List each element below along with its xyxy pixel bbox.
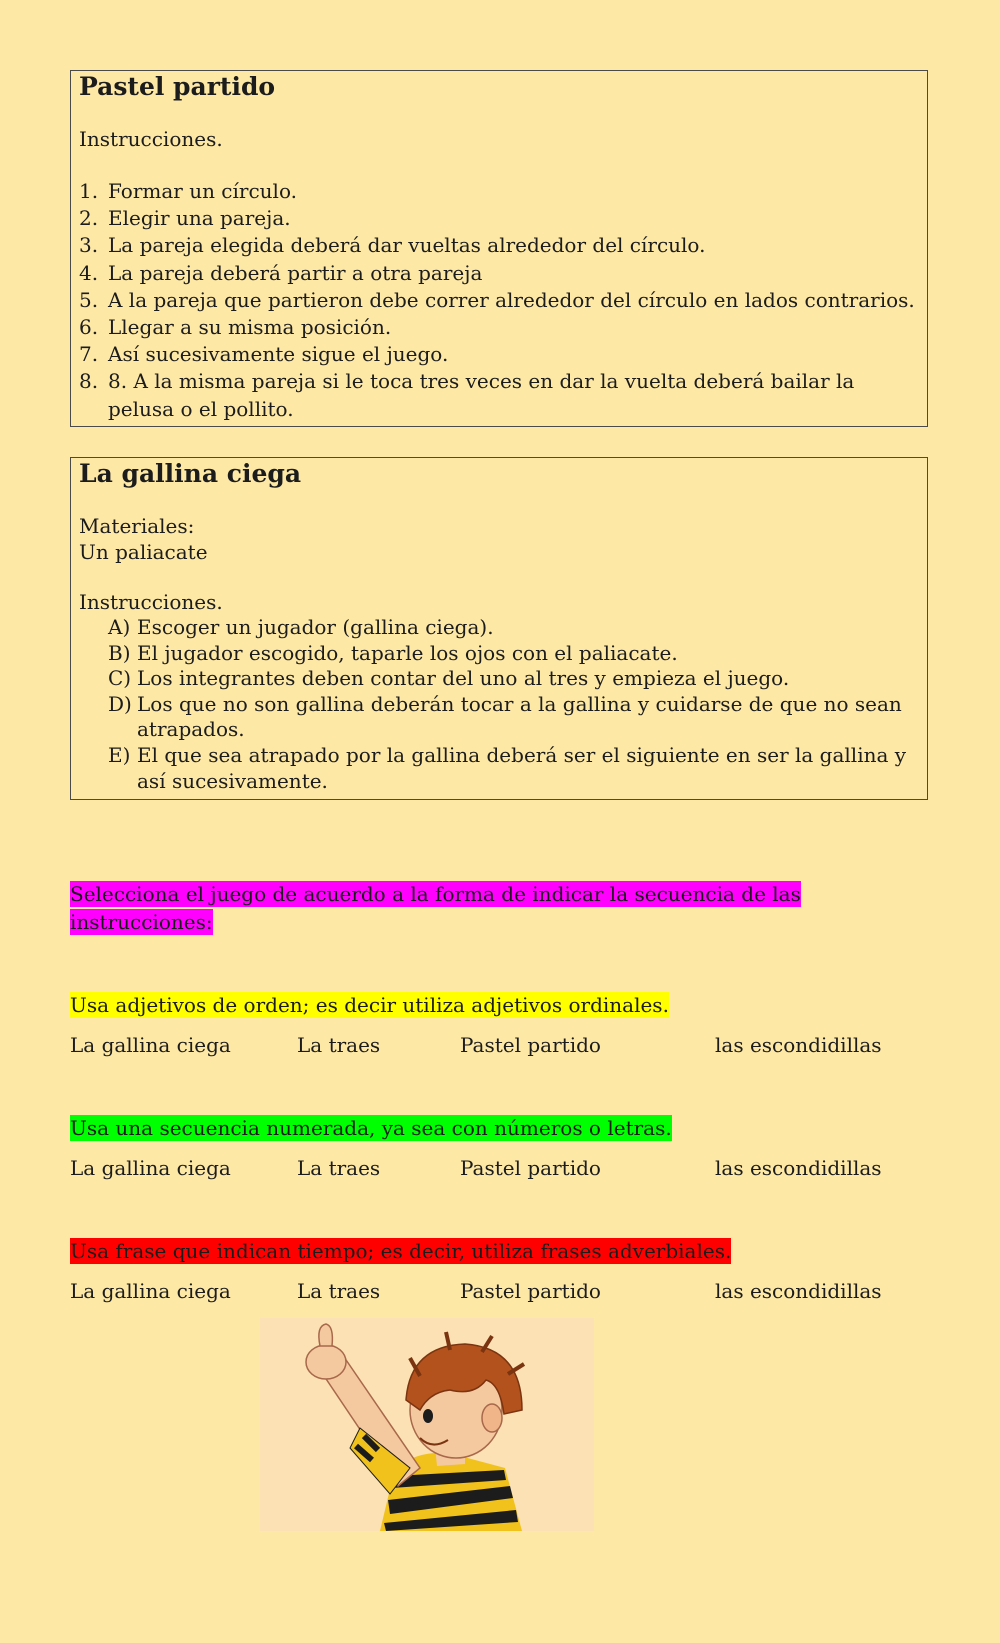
numbered-steps-list [79, 178, 919, 423]
list-item-text: La pareja deberá partir a otra pareja [108, 260, 483, 285]
list-item [79, 368, 919, 422]
thumbs-up-boy-illustration [260, 1318, 594, 1531]
list-item-text: Elegir una pareja. [108, 206, 291, 231]
list-item [79, 232, 919, 259]
list-item-text: 8. A la misma pareja si le toca tres veces en dar la vuelta deberá bailar la pelusa o el pollito. [108, 369, 855, 421]
option-la-gallina-ciega[interactable]: La gallina ciega [70, 1156, 231, 1180]
option-las-escondidillas[interactable]: las escondidillas [715, 1279, 882, 1303]
option-la-traes[interactable]: La traes [297, 1279, 381, 1303]
answer-options-row [70, 1276, 970, 1306]
prompt-line-1: Selecciona el juego de acuerdo a la forma de indicar la secuencia de las [70, 882, 801, 906]
list-marker: 4. [79, 260, 99, 285]
option-la-gallina-ciega[interactable]: La gallina ciega [70, 1279, 231, 1303]
list-item-text: El que sea atrapado por la gallina deberá ser el siguiente en ser la gallina y así sucesivamente. [137, 742, 907, 793]
instructions-label: Instrucciones. [79, 127, 223, 151]
game-title: La gallina ciega [79, 459, 302, 488]
list-item-text: Escoger un jugador (gallina ciega). [137, 615, 494, 639]
lettered-steps-list [79, 615, 919, 794]
list-item [79, 641, 919, 667]
materials-item: Un paliacate [79, 540, 208, 564]
question-ordinal-adjectives [70, 991, 669, 1019]
list-item-text: Llegar a su misma posición. [108, 315, 392, 340]
answer-options-row [70, 1153, 970, 1183]
question-numbered-sequence [70, 1114, 672, 1142]
list-item [79, 615, 919, 641]
list-item [79, 743, 919, 794]
list-item-text: Así sucesivamente sigue el juego. [108, 342, 449, 367]
list-marker: 8. [79, 369, 99, 394]
materials-label: Materiales: [79, 514, 195, 538]
option-las-escondidillas[interactable]: las escondidillas [715, 1156, 882, 1180]
list-item-text: A la pareja que partieron debe correr alrededor del círculo en lados contrarios. [108, 287, 915, 312]
option-la-traes[interactable]: La traes [297, 1156, 381, 1180]
list-item [79, 205, 919, 232]
list-item-text: Formar un círculo. [108, 179, 297, 203]
game-card-la-gallina-ciega [70, 457, 928, 800]
instructions-label: Instrucciones. [79, 590, 223, 614]
list-marker: D) [108, 691, 132, 716]
list-marker: 7. [79, 342, 99, 367]
question-text: Usa una secuencia numerada, ya sea con números o letras. [70, 1116, 672, 1140]
list-item [79, 260, 919, 287]
list-item [79, 314, 919, 341]
selection-prompt [70, 880, 801, 936]
question-text: Usa adjetivos de orden; es decir utiliza adjetivos ordinales. [70, 993, 669, 1017]
game-card-pastel-partido [70, 70, 928, 427]
list-marker: 2. [79, 206, 99, 231]
list-marker: B) [108, 640, 131, 665]
list-item-text: La pareja elegida deberá dar vueltas alrededor del círculo. [108, 233, 706, 258]
option-la-traes[interactable]: La traes [297, 1033, 381, 1057]
prompt-line-2: instrucciones: [70, 910, 213, 934]
option-la-gallina-ciega[interactable]: La gallina ciega [70, 1033, 231, 1057]
game-title: Pastel partido [79, 72, 276, 101]
option-pastel-partido[interactable]: Pastel partido [460, 1156, 601, 1180]
option-pastel-partido[interactable]: Pastel partido [460, 1279, 601, 1303]
list-item [79, 178, 919, 205]
list-marker: 6. [79, 315, 99, 340]
list-item [79, 287, 919, 314]
list-marker: C) [108, 666, 132, 691]
list-marker: 3. [79, 233, 99, 258]
list-marker: 1. [79, 179, 99, 203]
answer-options-row [70, 1030, 970, 1060]
option-las-escondidillas[interactable]: las escondidillas [715, 1033, 882, 1057]
list-marker: A) [108, 615, 131, 639]
list-item [79, 341, 919, 368]
list-marker: E) [108, 742, 131, 767]
question-adverbial-phrases [70, 1237, 731, 1265]
question-text: Usa frase que indican tiempo; es decir, utiliza frases adverbiales. [70, 1239, 732, 1263]
list-item-text: Los que no son gallina deberán tocar a la gallina y cuidarse de que no sean atrapados. [137, 691, 902, 742]
option-pastel-partido[interactable]: Pastel partido [460, 1033, 601, 1057]
list-item-text: El jugador escogido, taparle los ojos con el paliacate. [137, 640, 678, 665]
list-item [79, 666, 919, 692]
list-item-text: Los integrantes deben contar del uno al tres y empieza el juego. [137, 666, 790, 691]
list-marker: 5. [79, 287, 99, 312]
list-item [79, 692, 919, 743]
